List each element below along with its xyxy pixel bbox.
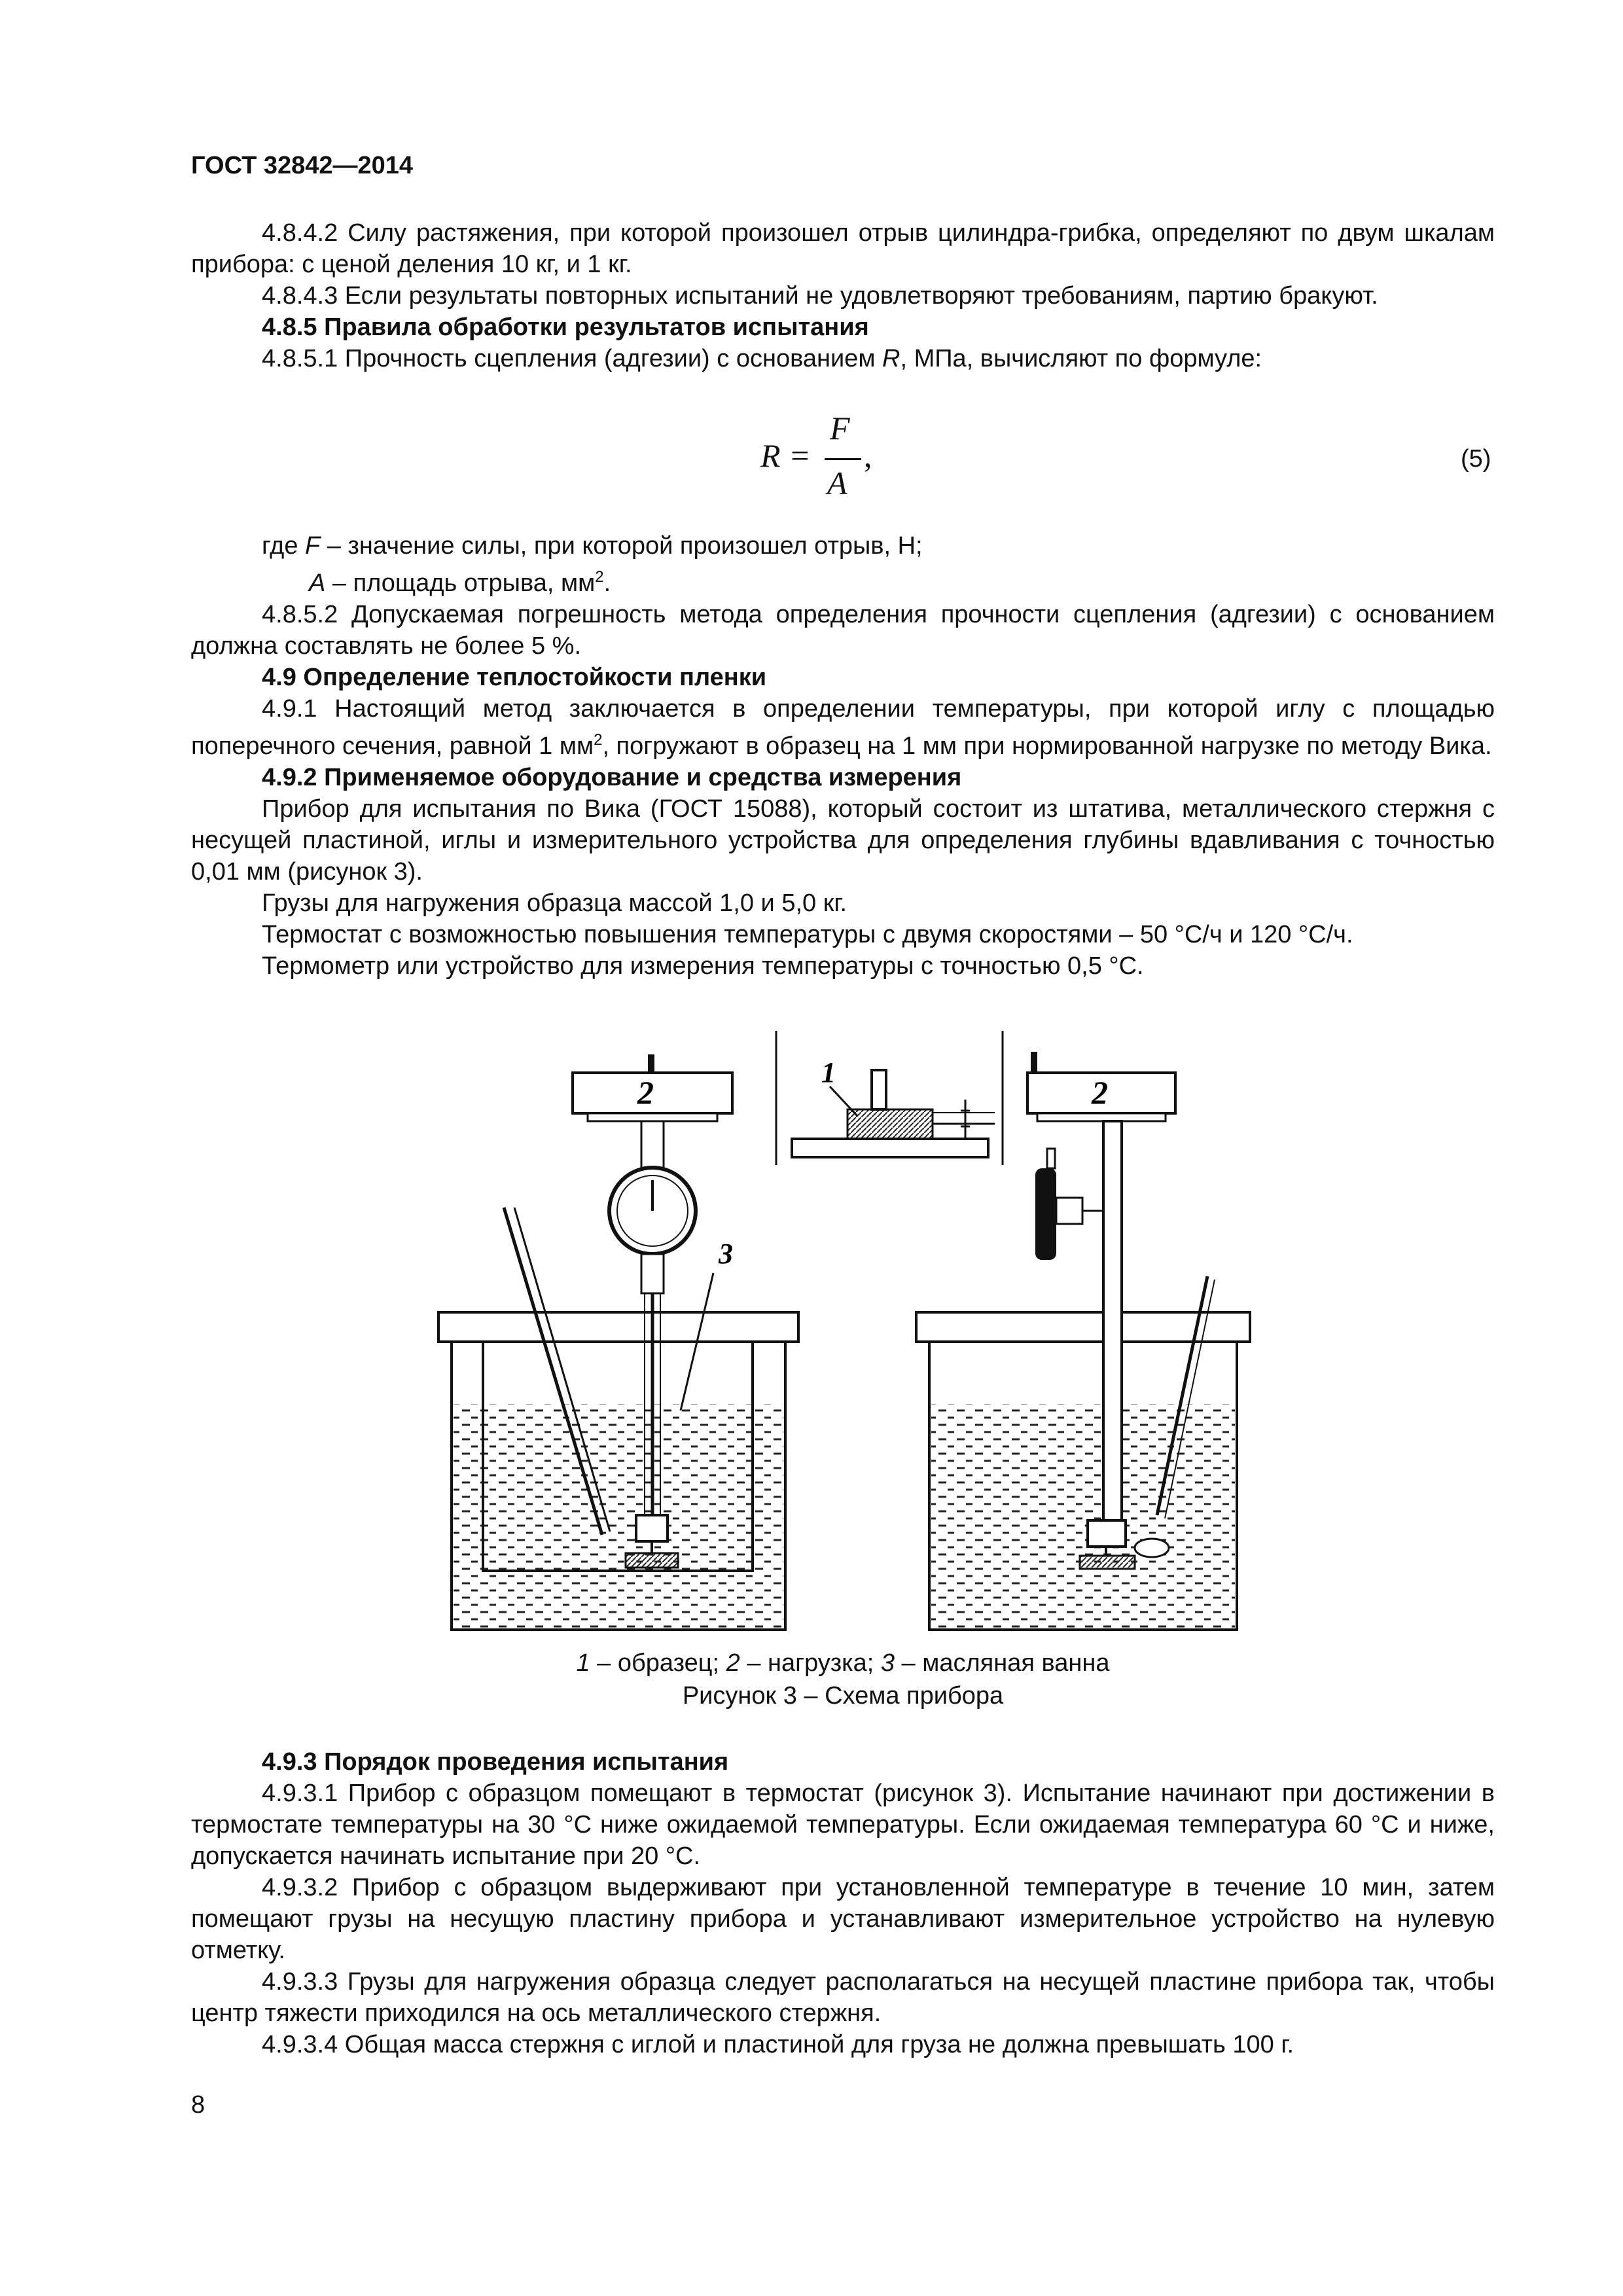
section-heading-4-8-5: 4.8.5 Правила обработки результатов испытания <box>262 314 869 341</box>
figure-legend: 1 – образец; 2 – нагрузка; 3 – масляная ванна <box>576 1649 1110 1677</box>
figure-3-apparatus-diagram <box>406 1018 1270 1640</box>
left-bath-lid <box>438 1312 798 1342</box>
paragraph-4-9-1: 4.9.1 Настоящий метод заключается в определении температуры, при которой иглу с площадью поперечного сечения, равной 1 $мм^2$, погружают в образец на 1 мм при нормированной нагрузке по методу Вика. <box>191 695 1495 760</box>
page-number: 8 <box>191 2091 205 2119</box>
inset-base <box>792 1139 988 1157</box>
formula-comma: , <box>864 437 872 474</box>
section-heading-4-9-2: 4.9.2 Применяемое оборудование и средства измерения <box>262 764 962 791</box>
left-oil-liquid <box>454 1404 783 1628</box>
paragraph-4-8-4-3: 4.8.4.3 Если результаты повторных испытаний не удовлетворяют требованиям, партию бракуют. <box>262 282 1378 310</box>
paragraph-thermometer: Термометр или устройство для измерения температуры с точностью 0,5 °С. <box>262 952 1144 980</box>
paragraph-4-9-3-2: 4.9.3.2 Прибор с образцом выдерживают при установленной температуре в течение 10 мин, затем помещают грузы на несущую пластину прибора и устанавливают измерительное устройство на нулевую отметку. <box>191 1874 1495 1964</box>
paragraph-4-9-3-3: 4.9.3.3 Грузы для нагружения образца следует располагаться на несущей пластине прибора так, чтобы центр тяжести приходился на ось металлического стержня. <box>191 1968 1495 2027</box>
inset-sample <box>847 1109 933 1139</box>
document-header: ГОСТ 32842—2014 <box>191 152 414 179</box>
text-block-middle <box>191 530 1495 982</box>
where-line-f: где F – значение силы, при которой произошел отрыв, Н; <box>262 532 923 560</box>
equation-number: (5) <box>1461 445 1491 473</box>
paragraph-4-9-3-1: 4.9.3.1 Прибор с образцом помещают в термостат (рисунок 3). Испытание начинают при достижении в термостате температуры на 30 °С ниже ожидаемой температуры. Если ожидаемая температура 60 °С и ниже, допускается начинать испытание при 20 °С. <box>191 1780 1495 1870</box>
formula-numerator: F <box>830 410 850 446</box>
figure-title: Рисунок 3 – Схема прибора <box>682 1682 1004 1710</box>
label-2-left: 2 <box>637 1074 654 1111</box>
left-sample <box>626 1553 678 1568</box>
left-apparatus <box>438 1054 798 1630</box>
right-dial-gauge <box>1035 1168 1056 1260</box>
paragraph-4-8-5-1: 4.8.5.1 Прочность сцепления (адгезии) с основанием R, МПа, вычисляют по формуле: <box>262 345 1262 372</box>
label-3: 3 <box>719 1238 733 1270</box>
text-block-top <box>191 217 1495 374</box>
formula-lhs: R = <box>760 437 811 474</box>
inset-detail <box>776 1031 1003 1165</box>
label-2-right: 2 <box>1092 1074 1108 1111</box>
section-heading-4-9: 4.9 Определение теплостойкости пленки <box>262 664 767 691</box>
paragraph-4-9-3-4: 4.9.3.4 Общая масса стержня с иглой и пластиной для груза не должна превышать 100 г. <box>262 2031 1294 2058</box>
paragraph-vicat-apparatus: Прибор для испытания по Вика (ГОСТ 15088), который состоит из штатива, металлического стержня с несущей пластиной, иглы и измерительного устройства для определения глубины вдавливания с точностью 0,01 мм (рисунок 3). <box>191 795 1495 886</box>
right-sample <box>1080 1556 1135 1569</box>
right-oil-liquid <box>931 1404 1235 1628</box>
formula-5 <box>753 409 897 507</box>
where-line-a: A – площадь отрыва, $мм^2$. <box>309 568 611 597</box>
paragraph-thermostat: Термостат с возможностью повышения температуры с двумя скоростями – 50 °С/ч и 120 °С/ч. <box>262 921 1353 948</box>
fraction-bar <box>825 458 861 460</box>
formula-denominator: A <box>827 465 847 501</box>
paragraph-4-8-4-2: 4.8.4.2 Силу растяжения, при которой произошел отрыв цилиндра-грибка, определяют по двум шкалам прибора: с ценой деления 10 кг, и 1 кг. <box>191 219 1495 278</box>
paragraph-4-8-5-2: 4.8.5.2 Допускаемая погрешность метода определения прочности сцепления (адгезии) с основанием должна составлять не более 5 %. <box>191 601 1495 660</box>
label-1: 1 <box>821 1056 836 1088</box>
section-heading-4-9-3: 4.9.3 Порядок проведения испытания <box>262 1748 729 1776</box>
text-block-bottom <box>191 1746 1495 2060</box>
right-stand <box>1103 1121 1122 1520</box>
paragraph-weights: Грузы для нагружения образца массой 1,0 и 5,0 кг. <box>262 889 847 917</box>
